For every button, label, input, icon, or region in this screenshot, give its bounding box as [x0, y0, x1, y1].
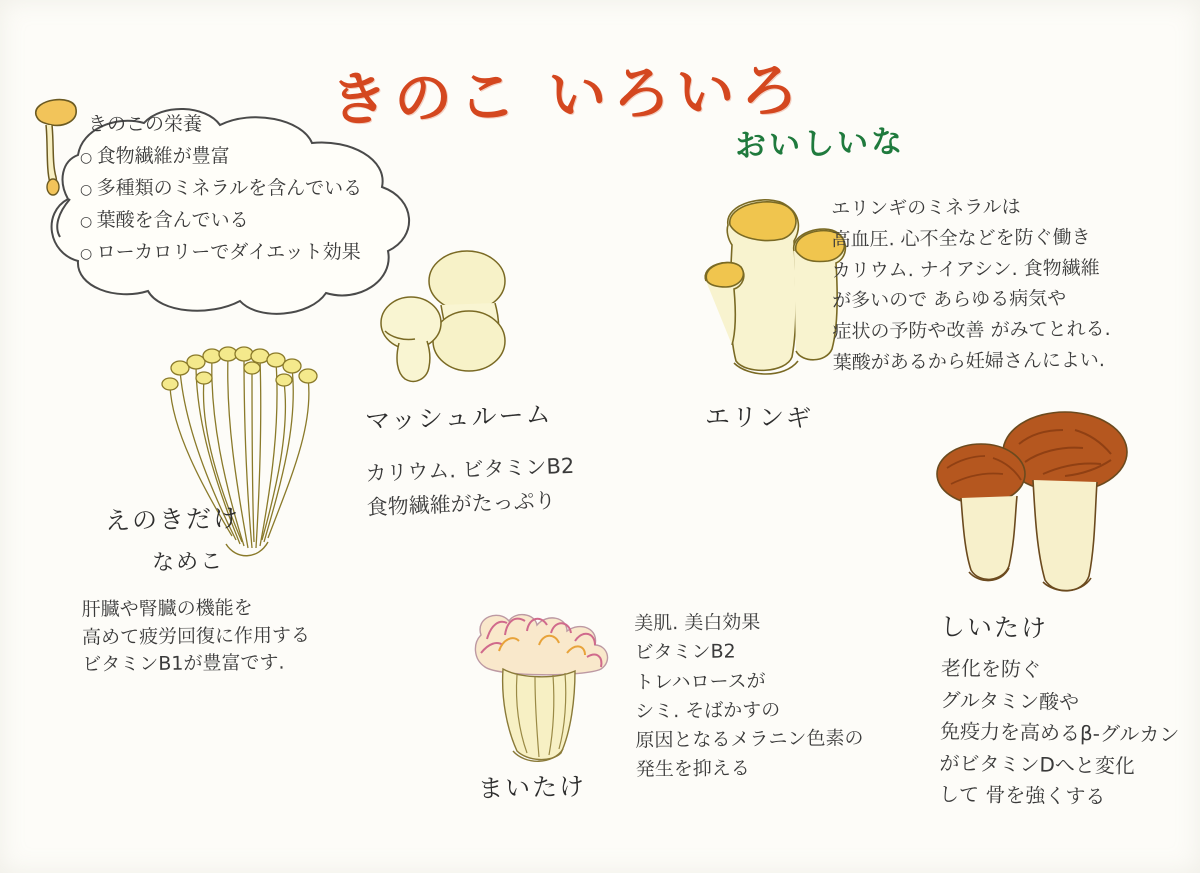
- enokidake-illustration: [140, 330, 360, 580]
- label-enokidake: えのきだけ: [104, 503, 241, 536]
- shiitake-illustration: [915, 400, 1165, 620]
- note-shiitake: 老化を防ぐ グルタミン酸や 免疫力を高めるβ-グルカン がビタミンDへと変化 して 骨を強くする: [938, 655, 1180, 809]
- label-maitake: まいたけ: [477, 771, 587, 804]
- label-nameko: なめこ: [151, 549, 225, 576]
- page-title: きのこ いろいろ: [329, 56, 805, 134]
- nutrition-item-3: ○ ローカロリーでダイエット効果: [80, 241, 361, 263]
- nutrition-item-2: ○ 葉酸を含んでいる: [80, 209, 249, 231]
- label-shiitake: しいたけ: [939, 612, 1049, 643]
- maitake-illustration: [455, 595, 655, 785]
- note-mushroom: カリウム. ビタミンB2 食物繊維がたっぷり: [364, 453, 575, 520]
- nutrition-heading: きのこの栄養: [88, 113, 203, 135]
- note-maitake: 美肌. 美白効果 ビタミンB2 トレハロースが シミ. そばかすの 原因となるメラニン色素の 発生を抑える: [634, 611, 864, 781]
- note-enokidake: 肝臓や腎臓の機能を 高めて疲労回復に作用する ビタミンB1が豊富です.: [81, 596, 311, 676]
- note-eringi: エリンギのミネラルは 高血圧. 心不全などを防ぐ働き カリウム. ナイアシン. 食物繊維 が多いので あらゆる病気や 症状の予防や改善 がみてとれる. 葉酸があるから妊婦さんによい.: [831, 195, 1111, 374]
- nutrition-item-0: ○ 食物繊維が豊富: [80, 145, 230, 167]
- mushroom-illustration: [345, 245, 545, 405]
- label-mushroom: マッシュルーム: [364, 399, 554, 436]
- label-eringi: エリンギ: [704, 402, 814, 433]
- page-subtitle: おいしいな: [734, 123, 906, 165]
- nutrition-item-1: ○ 多種類のミネラルを含んでいる: [80, 177, 363, 199]
